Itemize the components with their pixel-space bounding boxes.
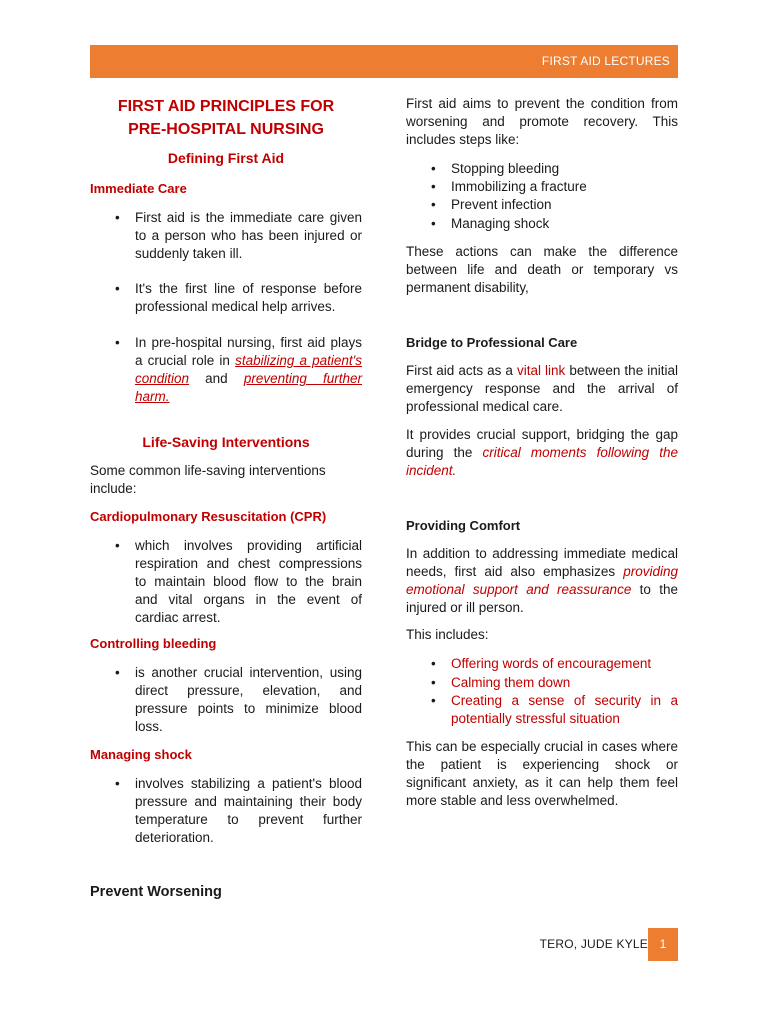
heading-providing-comfort: Providing Comfort (406, 518, 521, 533)
text-run: to the injured or ill person. (406, 582, 678, 615)
bullet-icon: • (431, 197, 436, 212)
list-item-text: Immobilizing a fracture (451, 179, 587, 194)
list-item-text: Calming them down (451, 675, 571, 690)
text-highlight: critical moments following the incident. (406, 445, 678, 478)
comfort-paragraph (406, 545, 678, 617)
heading-prevent-worsening: Prevent Worsening (90, 884, 222, 900)
heading-life-saving: Life-Saving Interventions (142, 434, 310, 450)
text-run: and (189, 371, 244, 386)
bullet-icon: • (431, 179, 436, 194)
text-run: In addition to addressing immediate medical needs, first aid also emphasizes (406, 546, 678, 579)
list-item-text: is another crucial intervention, using direct pressure, elevation, and pressure points to minimize blood loss. (135, 665, 362, 734)
list-item-text: Stopping bleeding (451, 161, 560, 176)
bullet-icon: • (115, 776, 120, 791)
list-item-text: Managing shock (451, 216, 550, 231)
comfort-closing: This can be especially crucial in cases where the patient is experiencing shock or significant anxiety, as it can help them feel more stable and less overwhelmed. (406, 739, 678, 808)
header-bar (90, 45, 678, 78)
bullet-icon: • (431, 675, 436, 690)
document-title (90, 95, 362, 141)
difference-paragraph: These actions can make the difference between life and death or temporary vs permanent disability, (406, 244, 678, 295)
title-line-2: PRE-HOSPITAL NURSING (128, 121, 324, 138)
heading-immediate-care: Immediate Care (90, 181, 187, 196)
bullet-icon: • (115, 538, 120, 553)
text-run: It provides crucial support, bridging the gap during the (406, 427, 678, 460)
heading-controlling-bleeding: Controlling bleeding (90, 636, 217, 651)
bullet-icon: • (431, 161, 436, 176)
text-highlight: providing emotional support and reassurance (406, 564, 678, 597)
bullet-icon: • (431, 656, 436, 671)
bullet-icon: • (115, 210, 120, 225)
heading-defining-first-aid: Defining First Aid (167, 150, 285, 166)
text-run: First aid acts as a (406, 363, 517, 378)
page-number: 1 (648, 928, 678, 961)
bridge-paragraph-2 (406, 426, 678, 480)
bullet-icon: • (115, 665, 120, 680)
heading-cpr: Cardiopulmonary Resuscitation (CPR) (90, 509, 327, 524)
list-item-text: involves stabilizing a patient's blood pressure and maintaining their body temperature to prevent further deterioration. (135, 776, 362, 845)
list-item-text: Creating a sense of security in a potentially stressful situation (451, 693, 678, 726)
list-item-text: It's the first line of response before professional medical help arrives. (135, 281, 362, 314)
heading-managing-shock: Managing shock (90, 747, 192, 762)
footer-author: TERO, JUDE KYLE (539, 937, 648, 951)
text-run: In pre-hospital nursing, first aid plays a crucial role in (135, 335, 362, 368)
comfort-includes: This includes: (406, 627, 489, 642)
heading-bridge: Bridge to Professional Care (406, 335, 578, 350)
text-run: between the initial emergency response and the arrival of professional medical care. (406, 363, 679, 414)
aims-intro: First aid aims to prevent the condition from worsening and promote recovery. This includes steps like: (406, 96, 678, 147)
bullet-icon: • (115, 281, 120, 296)
list-item-text: Prevent infection (451, 197, 552, 212)
bullet-icon: • (115, 335, 120, 350)
list-item-text (135, 334, 362, 406)
bullet-icon: • (431, 693, 436, 708)
bullet-icon: • (431, 216, 436, 231)
text-highlight: vital link (517, 363, 566, 378)
link-preventing-harm[interactable]: preventing further harm. (135, 371, 362, 404)
header-label: FIRST AID LECTURES (541, 54, 670, 68)
list-item-text: First aid is the immediate care given to a person who has been injured or suddenly taken ill. (135, 210, 362, 261)
list-item-text: Offering words of encouragement (451, 656, 652, 671)
list-item-text: which involves providing artificial respiration and chest compressions to maintain blood flow to the brain and vital organs in the event of cardiac arrest. (135, 538, 362, 625)
link-stabilizing[interactable]: stabilizing a patient's condition (135, 353, 362, 386)
bridge-paragraph-1 (406, 362, 678, 416)
title-line-1: FIRST AID PRINCIPLES FOR (117, 98, 335, 115)
life-saving-intro: Some common life-saving interventions include: (90, 463, 326, 496)
